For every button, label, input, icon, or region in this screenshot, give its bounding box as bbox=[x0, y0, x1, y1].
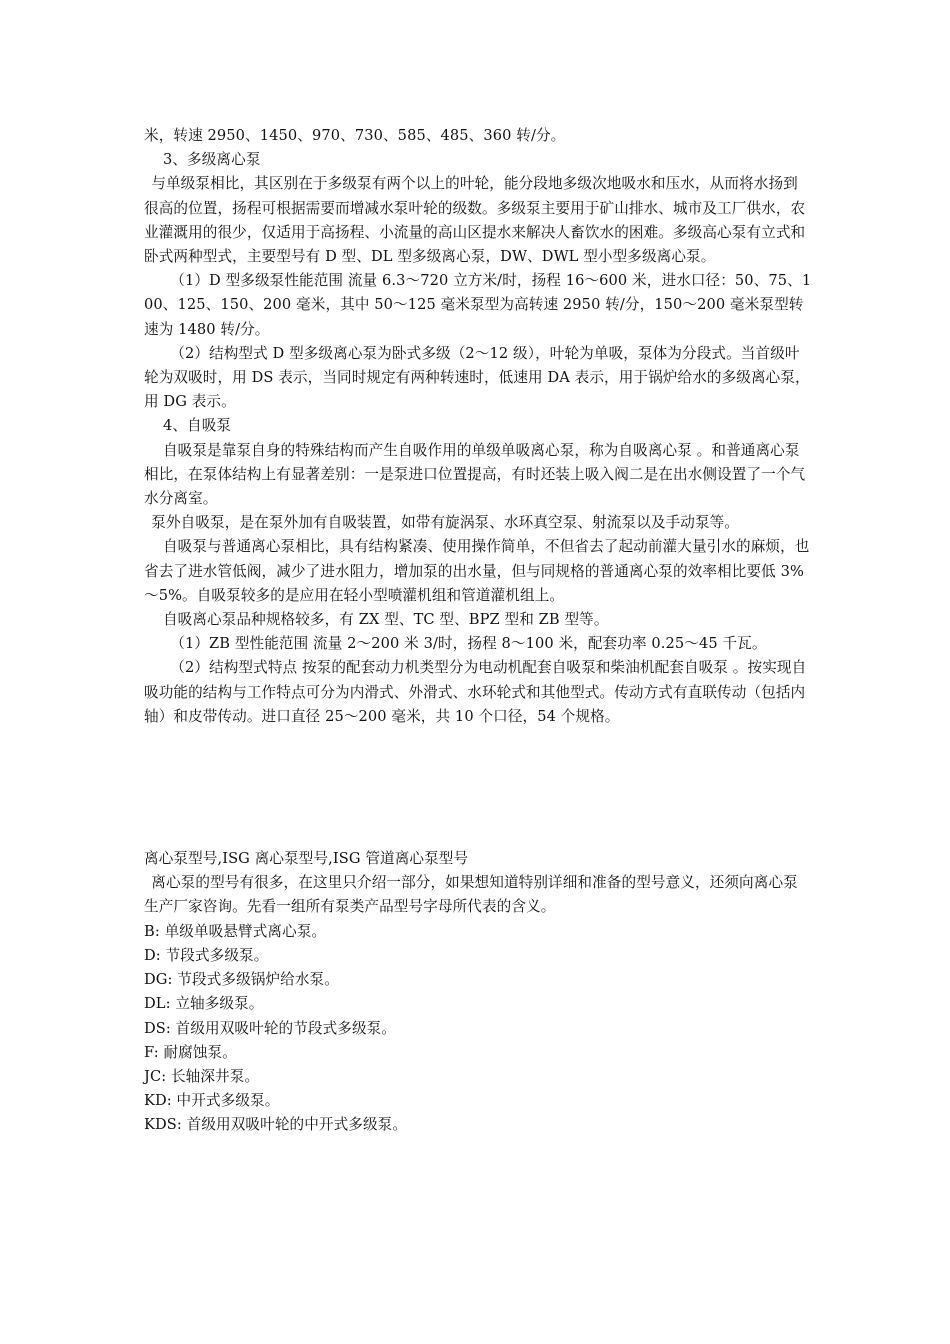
paragraph: 自吸泵与普通离心泵相比，具有结构紧凑、使用操作简单，不但省去了起动前灌大量引水的麻烦，也省去了进水管低阀，减少了进水阻力，增加泵的出水量，但与同规格的普通离心泵的效率相比要低 3%～5%。自吸泵较多的是应用在轻小型喷灌机组和管道灌机组上。 bbox=[144, 538, 810, 604]
paragraph: （2）结构型式特点 按泵的配套动力机类型分为电动机配套自吸泵和柴油机配套自吸泵 。按实现自吸功能的结构与工作特点可分为内滑式、外滑式、水环轮式和其他型式。传动方式有直联传动（包括内轴）和皮带传动。进口直径 25～200 毫米，共 10 个口径，54 个规格。 bbox=[144, 659, 807, 725]
list-item: DG: 节段式多级锅炉给水泵。 bbox=[144, 971, 339, 989]
list-item: KDS: 首级用双吸叶轮的中开式多级泵。 bbox=[144, 1116, 408, 1134]
list-item: DS: 首级用双吸叶轮的节段式多级泵。 bbox=[144, 1019, 397, 1037]
section-title: 离心泵型号,ISG 离心泵型号,ISG 管道离心泵型号 bbox=[144, 850, 469, 868]
section-heading: 3、多级离心泵 bbox=[162, 151, 261, 169]
section-heading: 4、自吸泵 bbox=[162, 417, 232, 435]
document-body bbox=[144, 124, 812, 1138]
paragraph: 自吸离心泵品种规格较多，有 ZX 型、TC 型、BPZ 型和 ZB 型等。 bbox=[162, 611, 609, 629]
paragraph: 自吸泵是靠泵自身的特殊结构而产生自吸作用的单级单吸离心泵，称为自吸离心泵 。和普通离心泵相比，在泵体结构上有显著差别：一是泵进口位置提高，有时还装上吸入阀二是在出水侧设置了一个气水分离室。 bbox=[144, 441, 806, 508]
paragraph: （1）D 型多级泵性能范围 流量 6.3～720 立方米/时，扬程 16～600 米，进水口径：50、75、100、125、150、200 毫米，其中 50～125 毫米泵型为高转速 2950 转/分，150～200 毫米泵型转速为 1480 转/分。 bbox=[144, 272, 812, 338]
list-item: D: 节段式多级泵。 bbox=[144, 946, 269, 964]
list-item: DL: 立轴多级泵。 bbox=[144, 995, 264, 1013]
paragraph: 与单级泵相比，其区别在于多级泵有两个以上的叶轮，能分段地多级次地吸水和压水，从而将水扬到很高的位置，扬程可根据需要而增减水泵叶轮的级数。多级泵主要用于矿山排水、城市及工厂供水，农业灌溉用的很少，仅适用于高扬程、小流量的高山区提水来解决人畜饮水的困难。多级高心泵有立式和卧式两种型式，主要型号有 D 型、DL 型多级离心泵，DW、DWL 型小型多级离心泵。 bbox=[144, 175, 806, 266]
list-item: B: 单级单吸悬臂式离心泵。 bbox=[144, 922, 327, 940]
intro-paragraph: 离心泵的型号有很多，在这里只介绍一部分，如果想知道特别详细和准备的型号意义，还须向离心泵生产厂家咨询。先看一组所有泵类产品型号字母所代表的含义。 bbox=[144, 874, 798, 916]
paragraph: 米，转速 2950、1450、970、730、585、485、360 转/分。 bbox=[144, 127, 566, 144]
blank-space bbox=[144, 729, 812, 847]
list-item: F: 耐腐蚀泵。 bbox=[144, 1043, 237, 1061]
paragraph: （1）ZB 型性能范围 流量 2～200 米 3/时，扬程 8～100 米，配套功率 0.25～45 千瓦。 bbox=[170, 635, 767, 653]
paragraph: 泵外自吸泵，是在泵外加有自吸装置，如带有旋涡泵、水环真空泵、射流泵以及手动泵等。 bbox=[151, 514, 740, 532]
list-item: KD: 中开式多级泵。 bbox=[144, 1092, 280, 1110]
list-item: JC: 长轴深井泵。 bbox=[144, 1067, 260, 1085]
code-list bbox=[144, 920, 812, 1138]
paragraph: （2）结构型式 D 型多级离心泵为卧式多级（2～12 级），叶轮为单吸，泵体为分段式。当首级叶轮为双吸时，用 DS 表示，当同时规定有两种转速时，低速用 DA 表示，用于锅炉给水的多级离心泵，用 DG 表示。 bbox=[144, 344, 810, 411]
